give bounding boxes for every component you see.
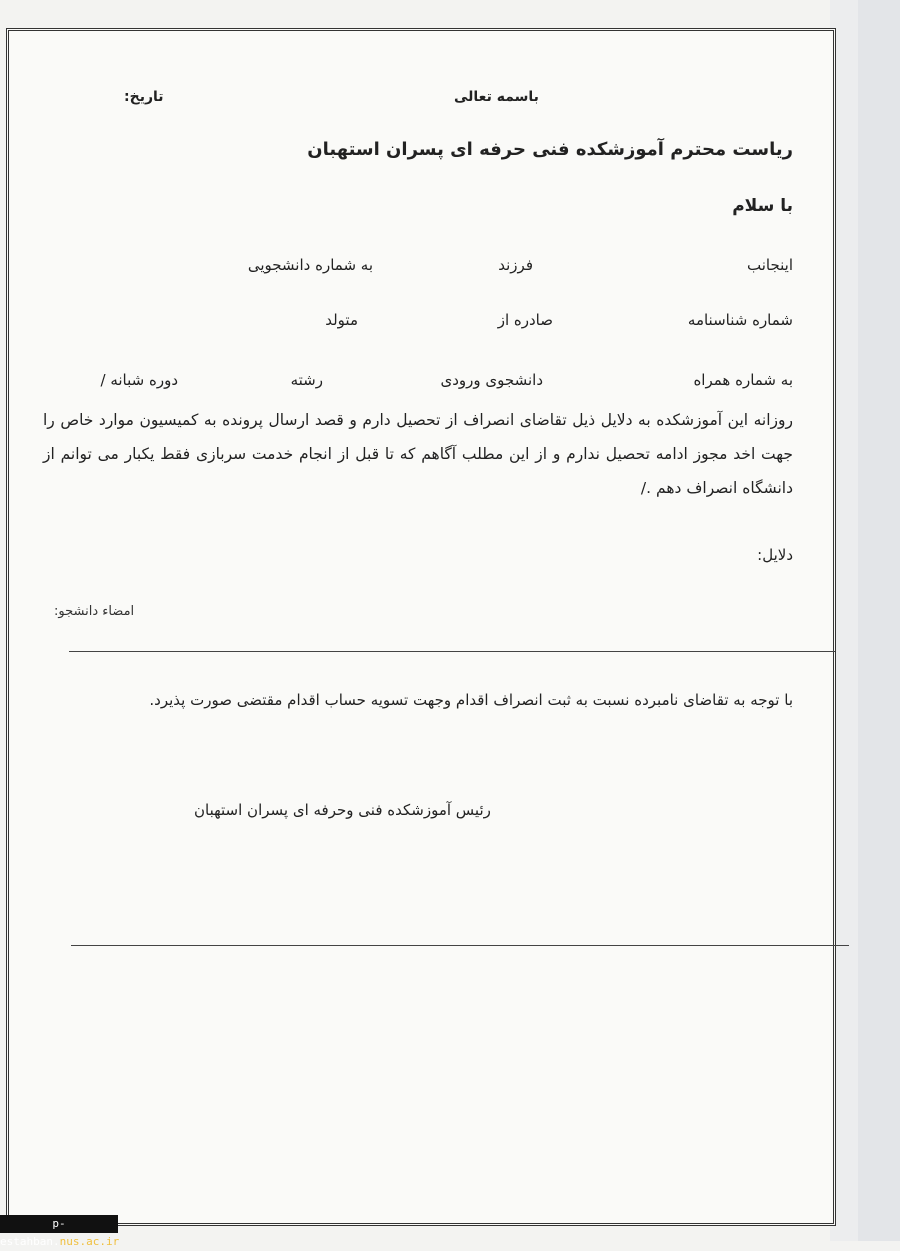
greeting: با سلام bbox=[732, 196, 793, 216]
divider-line bbox=[71, 945, 849, 946]
bismillah-heading: باسمه تعالی bbox=[454, 89, 539, 105]
divider-line bbox=[69, 651, 835, 652]
addressee-title: ریاست محترم آموزشکده فنی حرفه ای پسران استهبان bbox=[307, 139, 793, 160]
mobile-number-label: به شماره همراه bbox=[693, 371, 793, 389]
admin-note: با توجه به تقاضای نامبرده نسبت به ثبت انصراف اقدام وجهت تسویه حساب اقدام مقتضی صورت پذیرد. bbox=[149, 691, 793, 709]
name-label: اینجانب bbox=[746, 256, 793, 274]
issued-from-label: صادره از bbox=[497, 311, 553, 329]
father-name-label: فرزند bbox=[498, 256, 533, 274]
form-page bbox=[6, 28, 836, 1226]
entry-year-label: دانشجوی ورودی bbox=[440, 371, 543, 389]
major-label: رشته bbox=[290, 371, 323, 389]
watermark-domain: nus.ac.ir bbox=[59, 1235, 120, 1248]
date-label: تاریخ: bbox=[124, 89, 164, 105]
student-number-label: به شماره دانشجویی bbox=[247, 256, 373, 274]
head-signature-label: رئیس آموزشکده فنی وحرفه ای پسران استهبان bbox=[194, 801, 491, 819]
website-watermark bbox=[0, 1215, 120, 1248]
withdrawal-request-text: روزانه این آموزشکده به دلایل ذیل تقاضای انصراف از تحصیل دارم و قصد ارسال پرونده به کمیسیون موارد خاص را جهت اخد مجوز ادامه تحصیل ندارم و از این مطلب آگاهم که تا قبل از انجام خدمت سربازی فقط یکبار می توانم از دانشگاه انصراف دهم ./ bbox=[43, 411, 793, 497]
birth-date-label: متولد bbox=[325, 311, 358, 329]
reasons-label: دلایل: bbox=[757, 546, 793, 564]
id-number-label: شماره شناسنامه bbox=[687, 311, 793, 329]
course-type-label: دوره شبانه / bbox=[100, 371, 178, 389]
student-signature-label: امضاء دانشجو: bbox=[54, 604, 135, 619]
background-edge bbox=[858, 0, 900, 1241]
watermark-prefix: p-estahban. bbox=[0, 1217, 66, 1248]
